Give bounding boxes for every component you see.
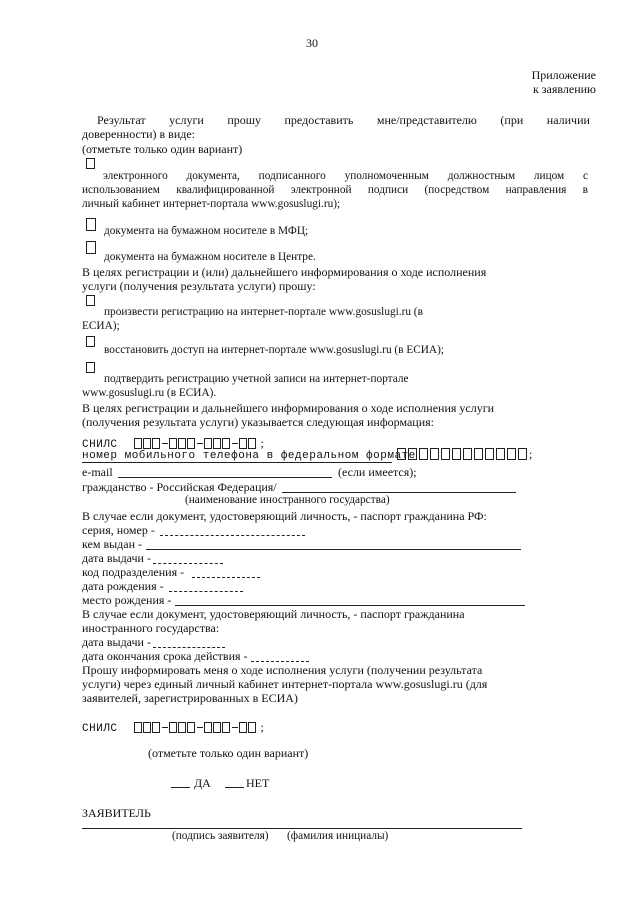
option-word: (посредством	[424, 184, 490, 196]
rf-passport-heading: В случае если документ, удостоверяющий личность, - паспорт гражданина РФ:	[82, 509, 487, 523]
cabinet-request-line-3: заявителей, зарегистрированных в ЕСИА)	[82, 691, 298, 705]
snils-input-2[interactable]	[134, 718, 261, 735]
applicant-label: ЗАЯВИТЕЛЬ	[82, 806, 151, 820]
confirm-option-line-1: подтвердить регистрацию учетной записи на интернет-портале	[104, 373, 409, 385]
yes-label: ДА	[194, 776, 211, 790]
birth-place-field[interactable]	[175, 605, 525, 606]
intro-word: наличии	[546, 113, 590, 127]
electronic-option-line-1	[103, 170, 588, 182]
issued-by-field[interactable]	[146, 549, 521, 550]
foreign-issue-date-field[interactable]	[153, 647, 225, 648]
cabinet-request-line-1: Прошу информировать меня о ходе исполнения услуги (получении результата	[82, 663, 483, 677]
intro-line-3: (отметьте только один вариант)	[82, 142, 243, 156]
restore-option-label: восстановить доступ на интернет-портале www.gosuslugi.ru (в ЕСИА);	[104, 344, 444, 356]
register-checkbox[interactable]	[86, 295, 95, 306]
email-label: e-mail	[82, 465, 113, 479]
option-word: электронной	[290, 184, 352, 196]
appendix-line-1: Приложение	[531, 68, 596, 82]
intro-word: прошу	[227, 113, 261, 127]
center-checkbox[interactable]	[86, 241, 96, 254]
snils-label-2: СНИЛС	[82, 723, 118, 735]
center-option-label: документа на бумажном носителе в Центре.	[104, 251, 316, 263]
issue-date-label: дата выдачи -	[82, 551, 151, 565]
signature-caption: (подпись заявителя)	[172, 830, 269, 842]
birth-date-field[interactable]	[169, 591, 243, 592]
no-mark-field[interactable]	[225, 787, 244, 788]
phone-label: номер мобильного телефона в федеральном формате	[82, 450, 416, 462]
cabinet-request-line-2: услуги) через единый личный кабинет интернет-портала www.gosuslugi.ru (для	[82, 677, 488, 691]
register-option-line-2: ЕСИА);	[82, 320, 120, 332]
issue-date-field[interactable]	[153, 563, 223, 564]
expiry-date-field[interactable]	[251, 661, 309, 662]
intro-word: Результат	[97, 113, 146, 127]
option-word: направления	[505, 184, 567, 196]
issued-by-label: кем выдан -	[82, 537, 143, 551]
one-option-note: (отметьте только один вариант)	[148, 746, 309, 760]
name-caption: (фамилия инициалы)	[287, 830, 389, 842]
foreign-passport-heading-line-2: иностранного государства:	[82, 621, 220, 635]
intro-line-1	[97, 113, 590, 128]
birth-date-label: дата рождения -	[82, 579, 164, 593]
foreign-passport-heading-line-1: В случае если документ, удостоверяющий личность, - паспорт гражданина	[82, 607, 465, 621]
intro-word: предоставить	[284, 113, 354, 127]
mfc-option-label: документа на бумажном носителе в МФЦ;	[104, 225, 309, 237]
info-intro-line-2: (получения результата услуги) указывается следующая информация:	[82, 415, 434, 429]
restore-checkbox[interactable]	[86, 336, 95, 347]
dept-code-label: код подразделения -	[82, 565, 185, 579]
intro-word: (при	[500, 113, 524, 127]
citizenship-label: гражданство - Российская Федерация/	[82, 480, 277, 494]
option-word: документа,	[186, 170, 240, 182]
option-word: лицом	[533, 170, 565, 182]
expiry-date-label: дата окончания срока действия -	[82, 649, 248, 663]
appendix-line-2: к заявлению	[532, 82, 596, 96]
series-number-label: серия, номер -	[82, 523, 155, 537]
intro-word: услуги	[169, 113, 204, 127]
electronic-checkbox[interactable]	[86, 158, 95, 169]
dept-code-field[interactable]	[192, 577, 260, 578]
page-number: 30	[306, 36, 318, 50]
option-word: с	[582, 170, 588, 182]
option-word: подписи	[367, 184, 409, 196]
birth-place-label: место рождения -	[82, 593, 172, 607]
option-word: электронного	[103, 170, 168, 182]
email-field[interactable]	[118, 477, 332, 478]
option-word: подписанного	[258, 170, 326, 182]
email-suffix: (если имеется);	[338, 465, 417, 479]
confirm-checkbox[interactable]	[86, 362, 95, 373]
snils-row: СНИЛС ;	[82, 436, 264, 451]
register-option-line-1: произвести регистрацию на интернет-портале www.gosuslugi.ru (в	[104, 306, 423, 318]
mfc-checkbox[interactable]	[86, 218, 96, 231]
option-word: использованием	[82, 184, 160, 196]
info-intro-line-1: В целях регистрации и дальнейшего информирования о ходе исполнения услуги	[82, 401, 495, 415]
snils-label: СНИЛС	[82, 439, 118, 451]
appendix-header	[532, 68, 596, 96]
electronic-option-line-2	[82, 184, 588, 196]
no-label: НЕТ	[246, 776, 270, 790]
option-word: должностным	[447, 170, 516, 182]
intro-line-2: доверенности) в виде:	[82, 127, 196, 141]
registration-intro-line-1: В целях регистрации и (или) дальнейшего информирования о ходе исполнения	[82, 265, 487, 279]
series-number-field[interactable]	[160, 535, 305, 536]
snils-input[interactable]	[134, 434, 261, 451]
option-word: в	[582, 184, 588, 196]
confirm-option-line-2: www.gosuslugi.ru (в ЕСИА).	[82, 387, 217, 399]
registration-intro-line-2: услуги (получения результата услуги) прошу:	[82, 279, 316, 293]
foreign-state-caption: (наименование иностранного государства)	[185, 494, 390, 506]
foreign-state-field[interactable]	[282, 492, 516, 493]
option-word: квалифицированной	[176, 184, 275, 196]
yes-mark-field[interactable]	[171, 787, 190, 788]
option-word: уполномоченным	[344, 170, 429, 182]
intro-word: мне/представителю	[376, 113, 477, 127]
foreign-issue-date-label: дата выдачи -	[82, 635, 151, 649]
phone-input[interactable]: ;	[397, 445, 532, 463]
snils-row-2: СНИЛС ;	[82, 720, 264, 735]
signature-line[interactable]	[82, 828, 522, 829]
electronic-option-line-3: личный кабинет интернет-портала www.gosuslugi.ru);	[82, 198, 341, 210]
